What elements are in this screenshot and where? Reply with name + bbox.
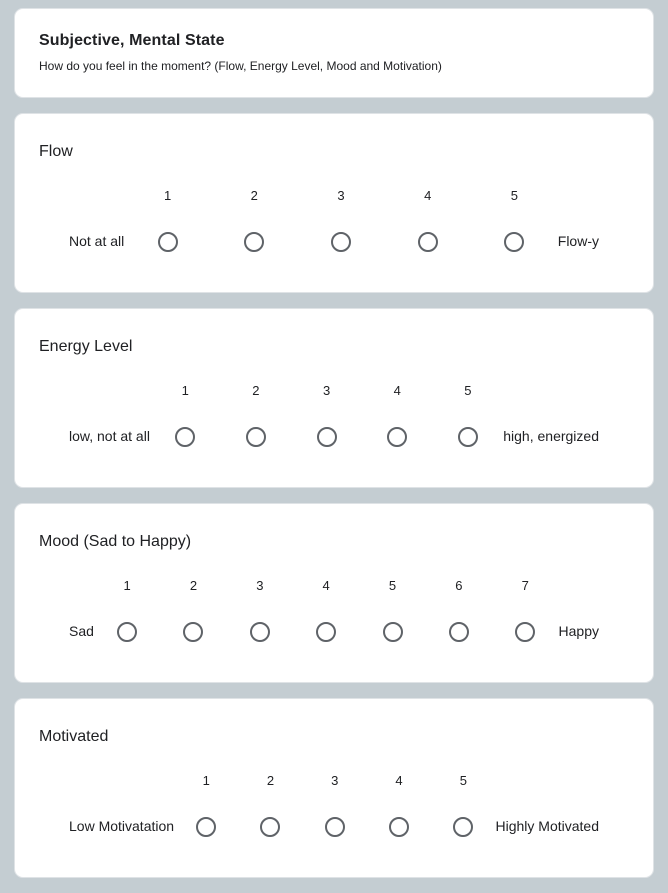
scale-option [325, 773, 345, 837]
scale-low-label: Sad [69, 623, 94, 639]
scale-option [331, 188, 351, 252]
scale-option [196, 773, 216, 837]
scale-option [317, 383, 337, 447]
question-card-motivated [14, 698, 654, 878]
scale-option [383, 578, 403, 642]
form-title: Subjective, Mental State [39, 32, 225, 49]
scale-number-label: 4 [393, 383, 401, 398]
scale-number-label: 4 [395, 773, 403, 788]
scale-high-label: Flow-y [557, 233, 599, 249]
scale-option [183, 578, 203, 642]
radio-button[interactable] [250, 622, 270, 642]
scale-option [418, 188, 438, 252]
scale-high-label: Happy [558, 623, 599, 639]
radio-button[interactable] [246, 427, 266, 447]
radio-button[interactable] [183, 622, 203, 642]
scale-number-label: 2 [189, 578, 198, 593]
scale-option [250, 578, 270, 642]
scale-number-label: 5 [459, 773, 467, 788]
scale-number-label: 6 [455, 578, 463, 593]
scale-number-label: 1 [123, 578, 131, 593]
radio-button[interactable] [196, 817, 216, 837]
radio-button[interactable] [325, 817, 345, 837]
radio-button[interactable] [244, 232, 264, 252]
scale-option [515, 578, 535, 642]
radio-button[interactable] [387, 427, 407, 447]
radio-button[interactable] [453, 817, 473, 837]
scale-option [246, 383, 266, 447]
scale-option [504, 188, 524, 252]
linear-scale-options [94, 578, 559, 642]
scale-high-label: Highly Motivated [495, 818, 599, 834]
linear-scale [39, 773, 629, 837]
scale-number-label: 7 [521, 578, 529, 593]
radio-button[interactable] [317, 427, 337, 447]
scale-option [117, 578, 137, 642]
scale-number-label: 3 [256, 578, 264, 593]
radio-button[interactable] [458, 427, 478, 447]
scale-option [389, 773, 409, 837]
scale-option [175, 383, 195, 447]
scale-number-label: 5 [388, 578, 397, 593]
question-card-flow [14, 113, 654, 293]
scale-number-label: 3 [322, 383, 331, 398]
scale-option [244, 188, 264, 252]
question-title: Mood (Sad to Happy) [39, 533, 192, 550]
radio-button[interactable] [515, 622, 535, 642]
radio-button[interactable] [449, 622, 469, 642]
scale-option [387, 383, 407, 447]
linear-scale [39, 383, 629, 447]
scale-option [158, 188, 178, 252]
linear-scale [39, 578, 629, 642]
scale-number-label: 3 [337, 188, 345, 203]
scale-number-label: 5 [510, 188, 519, 203]
radio-button[interactable] [383, 622, 403, 642]
scale-option [458, 383, 478, 447]
scale-high-label: high, energized [503, 428, 599, 444]
form-description: How do you feel in the moment? (Flow, Energy Level, Mood and Motivation) [39, 59, 442, 73]
form-page [14, 0, 654, 888]
scale-number-label: 2 [250, 188, 258, 203]
question-card-energy-level [14, 308, 654, 488]
radio-button[interactable] [504, 232, 524, 252]
scale-number-label: 1 [181, 383, 189, 398]
radio-button[interactable] [175, 427, 195, 447]
scale-number-label: 2 [252, 383, 260, 398]
radio-button[interactable] [331, 232, 351, 252]
question-card-mood [14, 503, 654, 683]
scale-low-label: Low Motivatation [69, 818, 175, 834]
scale-option [260, 773, 280, 837]
radio-button[interactable] [117, 622, 137, 642]
radio-button[interactable] [158, 232, 178, 252]
scale-option [316, 578, 336, 642]
question-title: Energy Level [39, 338, 133, 355]
scale-low-label: low, not at all [69, 428, 150, 444]
scale-number-label: 2 [266, 773, 275, 788]
scale-number-label: 4 [424, 188, 432, 203]
scale-option [453, 773, 473, 837]
scale-number-label: 5 [464, 383, 472, 398]
scale-number-label: 1 [202, 773, 210, 788]
linear-scale [39, 188, 629, 252]
radio-button[interactable] [260, 817, 280, 837]
scale-low-label: Not at all [69, 233, 125, 249]
scale-number-label: 1 [163, 188, 172, 203]
scale-number-label: 3 [331, 773, 339, 788]
question-title: Flow [39, 143, 73, 160]
radio-button[interactable] [316, 622, 336, 642]
linear-scale-options [124, 188, 558, 252]
question-title: Motivated [39, 728, 109, 745]
radio-button[interactable] [389, 817, 409, 837]
linear-scale-options [150, 383, 503, 447]
linear-scale-options [174, 773, 495, 837]
scale-number-label: 4 [322, 578, 330, 593]
scale-option [449, 578, 469, 642]
radio-button[interactable] [418, 232, 438, 252]
form-header-card [14, 8, 654, 98]
